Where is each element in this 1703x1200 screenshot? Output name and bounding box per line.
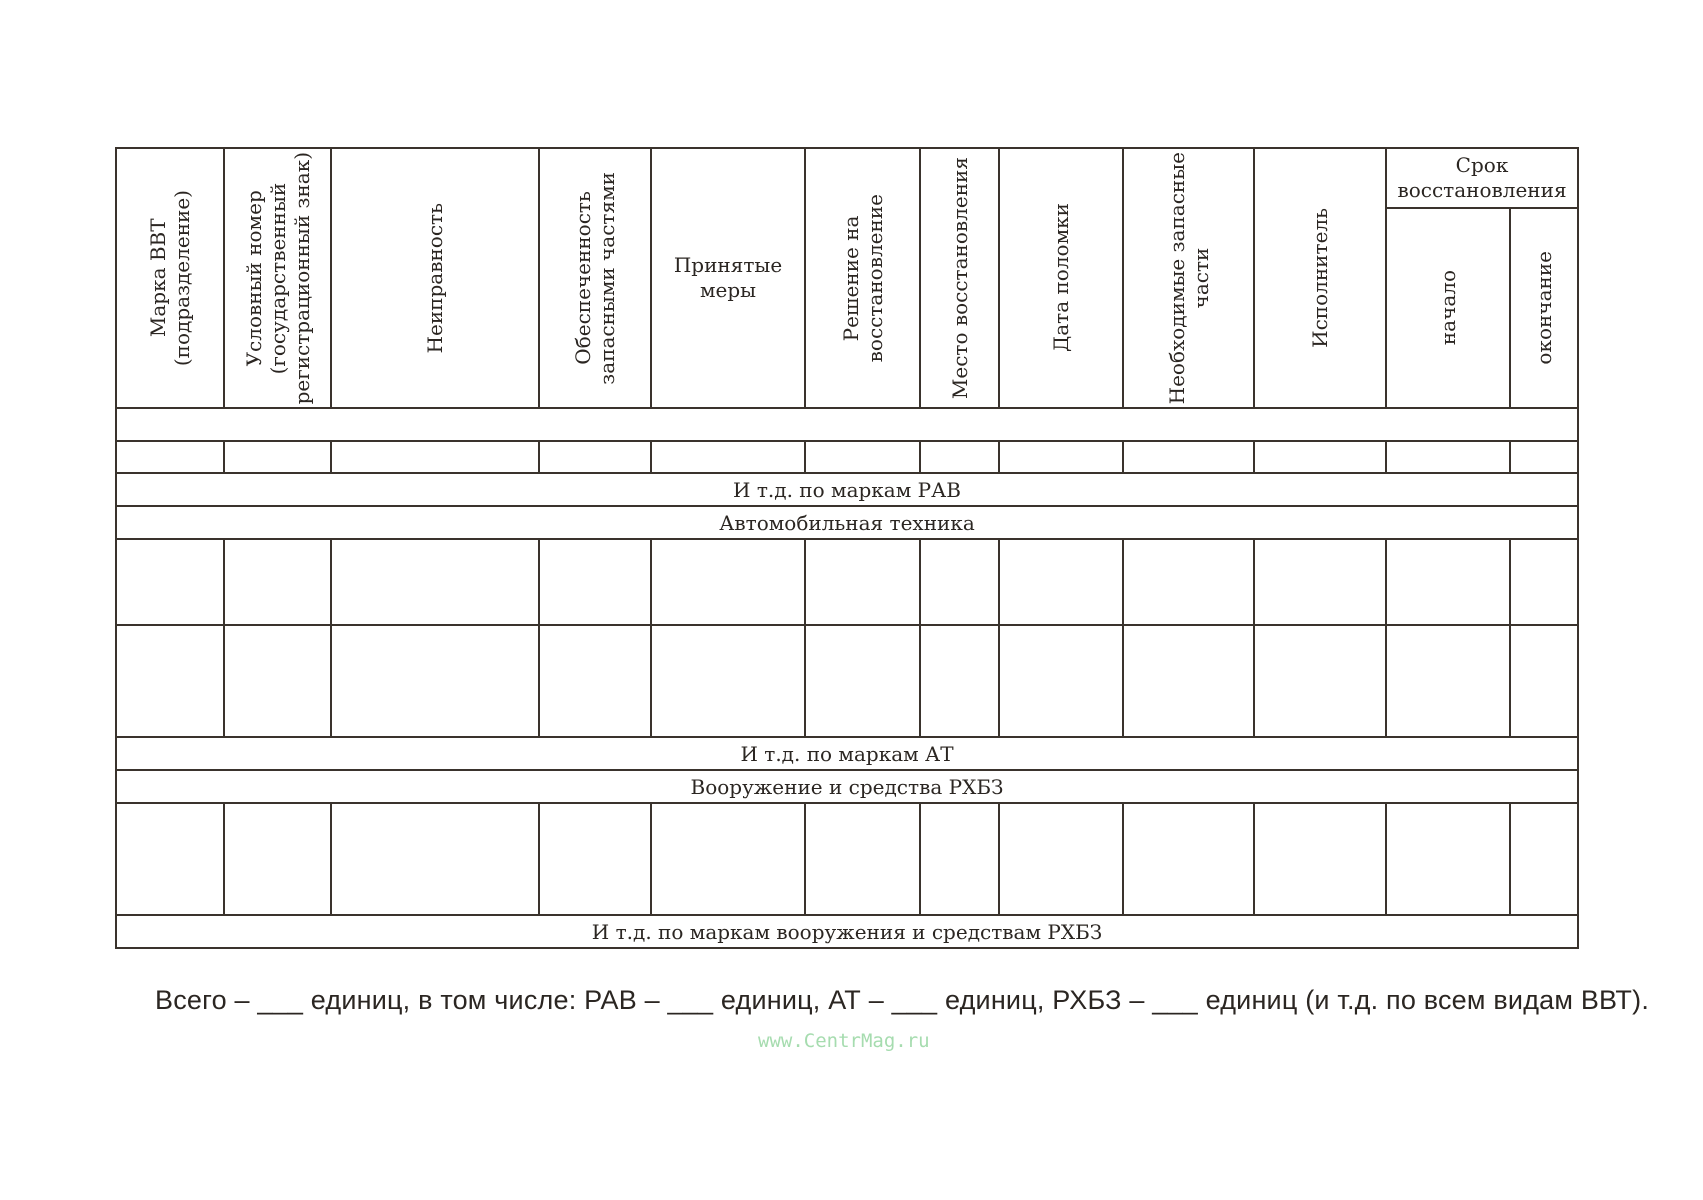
section-weapons-etc: И т.д. по маркам вооружения и средствам РХБЗ: [116, 915, 1578, 948]
table-cell[interactable]: [1254, 625, 1386, 737]
section-row: [116, 506, 1578, 539]
table-cell[interactable]: [805, 441, 920, 473]
header-brand: Марка ВВТ (подразделение): [116, 148, 224, 408]
section-row: [116, 770, 1578, 803]
table-cell[interactable]: [999, 803, 1123, 915]
table-cell[interactable]: [1123, 625, 1254, 737]
header-fault: Неиправность: [331, 148, 539, 408]
table-cell[interactable]: [539, 539, 651, 625]
section-auto: Автомобильная техника: [116, 506, 1578, 539]
table-cell[interactable]: [1123, 539, 1254, 625]
table-cell[interactable]: [116, 539, 224, 625]
header-supply: Обеспеченность запасными частями: [539, 148, 651, 408]
table-cell[interactable]: [1254, 539, 1386, 625]
table-cell[interactable]: [224, 441, 331, 473]
header-term-end: окончание: [1510, 208, 1578, 408]
table-cell[interactable]: [920, 539, 999, 625]
table-cell[interactable]: [331, 539, 539, 625]
table-cell[interactable]: [651, 539, 805, 625]
table-cell[interactable]: [1386, 539, 1510, 625]
table-cell[interactable]: [539, 625, 651, 737]
table-cell[interactable]: [224, 539, 331, 625]
table-cell[interactable]: [116, 803, 224, 915]
table-cell[interactable]: [331, 441, 539, 473]
watermark-text: www.CentrMag.ru: [758, 1030, 930, 1052]
header-term: Срок восстановления: [1386, 148, 1578, 208]
table-cell[interactable]: [805, 803, 920, 915]
table-cell[interactable]: [805, 625, 920, 737]
table-cell[interactable]: [331, 625, 539, 737]
table-cell[interactable]: [1510, 803, 1578, 915]
table-cell[interactable]: [651, 625, 805, 737]
table-row: [116, 441, 1578, 473]
table-cell[interactable]: [116, 441, 224, 473]
header-date: Дата поломки: [999, 148, 1123, 408]
table-cell[interactable]: [1254, 803, 1386, 915]
header-parts: Необходимые запасные части: [1123, 148, 1254, 408]
table-row: [116, 625, 1578, 737]
table-cell[interactable]: [331, 803, 539, 915]
section-row-blank: [116, 408, 1578, 441]
table-row: [116, 539, 1578, 625]
header-number: Условный номер (государственный регистрационный знак): [224, 148, 331, 408]
summary-line: Всего – ___ единиц, в том числе: РАВ – ___ единиц, АТ – ___ единиц, РХБЗ – ___ единиц (и т.д. по всем видам ВВТ).: [155, 985, 1650, 1015]
table-cell[interactable]: [920, 625, 999, 737]
table-cell[interactable]: [1510, 441, 1578, 473]
header-decision: Решение на восстановление: [805, 148, 920, 408]
table-cell[interactable]: [999, 441, 1123, 473]
header-row: [116, 148, 1578, 208]
header-place: Место восстановления: [920, 148, 999, 408]
table-cell[interactable]: [1254, 441, 1386, 473]
table-cell[interactable]: [1386, 803, 1510, 915]
table-cell[interactable]: [539, 441, 651, 473]
table-cell[interactable]: [920, 441, 999, 473]
section-row: [116, 915, 1578, 948]
table-cell[interactable]: [651, 803, 805, 915]
table-cell[interactable]: [999, 625, 1123, 737]
section-row: [116, 737, 1578, 770]
repair-form-table: [115, 147, 1579, 949]
table-cell[interactable]: [805, 539, 920, 625]
table-cell[interactable]: [539, 803, 651, 915]
header-measures: Принятые меры: [651, 148, 805, 408]
table-cell[interactable]: [116, 625, 224, 737]
header-executor: Исполнитель: [1254, 148, 1386, 408]
table-cell[interactable]: [224, 625, 331, 737]
section-at-etc: И т.д. по маркам АТ: [116, 737, 1578, 770]
table-cell[interactable]: [1510, 625, 1578, 737]
section-rav-etc: И т.д. по маркам РАВ: [116, 473, 1578, 506]
header-term-start: начало: [1386, 208, 1510, 408]
table-cell[interactable]: [1386, 441, 1510, 473]
section-cell-blank[interactable]: [116, 408, 1578, 441]
table-cell[interactable]: [1510, 539, 1578, 625]
table-cell[interactable]: [224, 803, 331, 915]
section-weapons: Вооружение и средства РХБЗ: [116, 770, 1578, 803]
table-row: [116, 803, 1578, 915]
table-cell[interactable]: [999, 539, 1123, 625]
table-cell[interactable]: [920, 803, 999, 915]
section-row: [116, 473, 1578, 506]
table-cell[interactable]: [1386, 625, 1510, 737]
table-cell[interactable]: [1123, 441, 1254, 473]
table-cell[interactable]: [651, 441, 805, 473]
table-cell[interactable]: [1123, 803, 1254, 915]
